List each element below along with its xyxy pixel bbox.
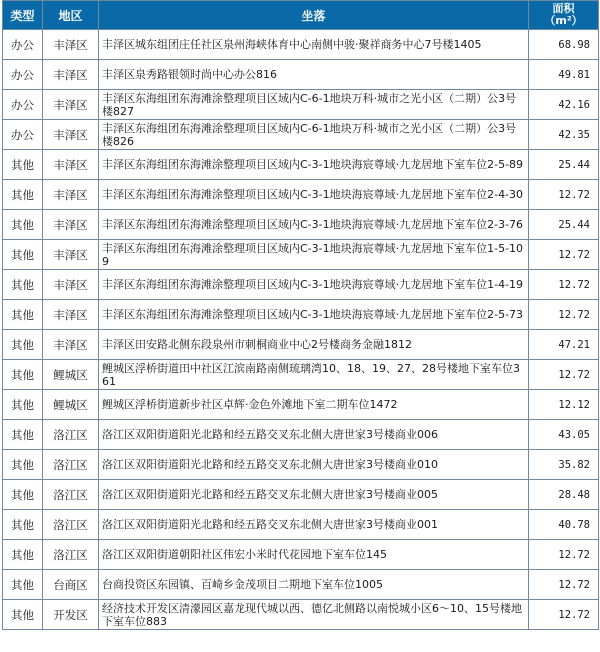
table-row	[3, 30, 599, 60]
cell-area: 12.72	[529, 570, 599, 600]
cell-type: 其他	[3, 300, 43, 330]
cell-region: 丰泽区	[43, 270, 99, 300]
cell-location: 洛江区双阳街道阳光北路和经五路交叉东北侧大唐世家3号楼商业005	[99, 480, 529, 510]
cell-type: 其他	[3, 150, 43, 180]
cell-type: 其他	[3, 240, 43, 270]
cell-area: 12.72	[529, 600, 599, 630]
cell-type: 其他	[3, 270, 43, 300]
cell-area: 25.44	[529, 210, 599, 240]
cell-area: 12.72	[529, 240, 599, 270]
cell-location: 洛江区双阳街道阳光北路和经五路交叉东北侧大唐世家3号楼商业006	[99, 420, 529, 450]
table-row	[3, 150, 599, 180]
table-row	[3, 180, 599, 210]
cell-type: 其他	[3, 360, 43, 390]
table-row	[3, 480, 599, 510]
cell-location: 丰泽区田安路北侧东段泉州市刺桐商业中心2号楼商务金融1812	[99, 330, 529, 360]
cell-location: 洛江区双阳街道朝阳社区伟宏小米时代花园地下室车位145	[99, 540, 529, 570]
header-area-label: 面积	[552, 2, 575, 15]
cell-type: 办公	[3, 30, 43, 60]
table-row	[3, 330, 599, 360]
header-row	[3, 1, 599, 30]
cell-area: 49.81	[529, 60, 599, 90]
cell-type: 其他	[3, 510, 43, 540]
cell-region: 开发区	[43, 600, 99, 630]
cell-type: 其他	[3, 570, 43, 600]
cell-location: 丰泽区东海组团东海滩涂整理项目区域内C-3-1地块海宸尊域·九龙居地下室车位2-5-73	[99, 300, 529, 330]
cell-location: 丰泽区东海组团东海滩涂整理项目区域内C-6-1地块万科·城市之光小区（二期）公3号楼826	[99, 120, 529, 150]
cell-location: 丰泽区东海组团东海滩涂整理项目区域内C-3-1地块海宸尊域·九龙居地下室车位1-4-19	[99, 270, 529, 300]
cell-location: 丰泽区东海组团东海滩涂整理项目区域内C-3-1地块海宸尊域·九龙居地下室车位2-3-76	[99, 210, 529, 240]
cell-type: 其他	[3, 480, 43, 510]
cell-region: 丰泽区	[43, 300, 99, 330]
cell-location: 丰泽区东海组团东海滩涂整理项目区域内C-3-1地块海宸尊域·九龙居地下室车位2-5-89	[99, 150, 529, 180]
cell-type: 办公	[3, 120, 43, 150]
cell-region: 丰泽区	[43, 240, 99, 270]
cell-type: 其他	[3, 540, 43, 570]
table-row	[3, 510, 599, 540]
table-row	[3, 420, 599, 450]
cell-area: 12.72	[529, 180, 599, 210]
header-location: 坐落	[99, 1, 529, 30]
cell-location: 丰泽区泉秀路银领时尚中心办公816	[99, 60, 529, 90]
cell-type: 办公	[3, 90, 43, 120]
cell-area: 12.72	[529, 360, 599, 390]
cell-region: 台商区	[43, 570, 99, 600]
cell-region: 洛江区	[43, 480, 99, 510]
table-row	[3, 90, 599, 120]
cell-type: 其他	[3, 420, 43, 450]
cell-area: 12.72	[529, 270, 599, 300]
cell-location: 经济技术开发区清濛园区嘉龙现代城以西、德亿北侧路以南悦城小区6～10、15号楼地下室车位883	[99, 600, 529, 630]
cell-region: 丰泽区	[43, 210, 99, 240]
cell-location: 丰泽区城东组团庄任社区泉州海峡体育中心南侧中骏·聚祥商务中心7号楼1405	[99, 30, 529, 60]
cell-region: 鲤城区	[43, 390, 99, 420]
cell-region: 洛江区	[43, 510, 99, 540]
header-region: 地区	[43, 1, 99, 30]
cell-type: 其他	[3, 180, 43, 210]
table-row	[3, 270, 599, 300]
cell-area: 68.98	[529, 30, 599, 60]
cell-type: 办公	[3, 60, 43, 90]
cell-area: 12.72	[529, 540, 599, 570]
cell-region: 丰泽区	[43, 150, 99, 180]
cell-location: 丰泽区东海组团东海滩涂整理项目区域内C-3-1地块海宸尊域·九龙居地下室车位2-4-30	[99, 180, 529, 210]
cell-region: 丰泽区	[43, 90, 99, 120]
cell-region: 洛江区	[43, 540, 99, 570]
cell-area: 12.12	[529, 390, 599, 420]
cell-type: 其他	[3, 210, 43, 240]
table-row	[3, 450, 599, 480]
cell-region: 丰泽区	[43, 180, 99, 210]
table-row	[3, 300, 599, 330]
table-row	[3, 60, 599, 90]
cell-region: 丰泽区	[43, 120, 99, 150]
cell-region: 鲤城区	[43, 360, 99, 390]
table-body	[3, 30, 599, 630]
cell-area: 28.48	[529, 480, 599, 510]
cell-area: 42.35	[529, 120, 599, 150]
cell-type: 其他	[3, 600, 43, 630]
property-table	[2, 0, 599, 630]
cell-area: 25.44	[529, 150, 599, 180]
cell-area: 35.82	[529, 450, 599, 480]
cell-area: 40.78	[529, 510, 599, 540]
table-row	[3, 390, 599, 420]
table-row	[3, 120, 599, 150]
table-row	[3, 600, 599, 630]
table-row	[3, 210, 599, 240]
header-type: 类型	[3, 1, 43, 30]
table-row	[3, 240, 599, 270]
cell-location: 鲤城区浮桥街道新步社区卓辉·金色外滩地下室二期车位1472	[99, 390, 529, 420]
cell-area: 47.21	[529, 330, 599, 360]
cell-type: 其他	[3, 450, 43, 480]
cell-location: 丰泽区东海组团东海滩涂整理项目区域内C-6-1地块万科·城市之光小区（二期）公3号楼827	[99, 90, 529, 120]
table-row	[3, 540, 599, 570]
cell-location: 洛江区双阳街道阳光北路和经五路交叉东北侧大唐世家3号楼商业001	[99, 510, 529, 540]
cell-region: 洛江区	[43, 450, 99, 480]
cell-area: 12.72	[529, 300, 599, 330]
table-row	[3, 360, 599, 390]
cell-location: 洛江区双阳街道阳光北路和经五路交叉东北侧大唐世家3号楼商业010	[99, 450, 529, 480]
cell-location: 丰泽区东海组团东海滩涂整理项目区域内C-3-1地块海宸尊域·九龙居地下室车位1-5-109	[99, 240, 529, 270]
cell-area: 43.05	[529, 420, 599, 450]
cell-location: 台商投资区东园镇、百崎乡金茂项目二期地下室车位1005	[99, 570, 529, 600]
cell-region: 丰泽区	[43, 330, 99, 360]
cell-region: 丰泽区	[43, 30, 99, 60]
cell-type: 其他	[3, 390, 43, 420]
header-area	[529, 1, 599, 30]
cell-region: 洛江区	[43, 420, 99, 450]
table-row	[3, 570, 599, 600]
cell-location: 鲤城区浮桥街道田中社区江滨南路南侧琉璃湾10、18、19、27、28号楼地下室车位361	[99, 360, 529, 390]
header-area-unit: （m²）	[544, 14, 583, 27]
cell-area: 42.16	[529, 90, 599, 120]
cell-region: 丰泽区	[43, 60, 99, 90]
cell-type: 其他	[3, 330, 43, 360]
